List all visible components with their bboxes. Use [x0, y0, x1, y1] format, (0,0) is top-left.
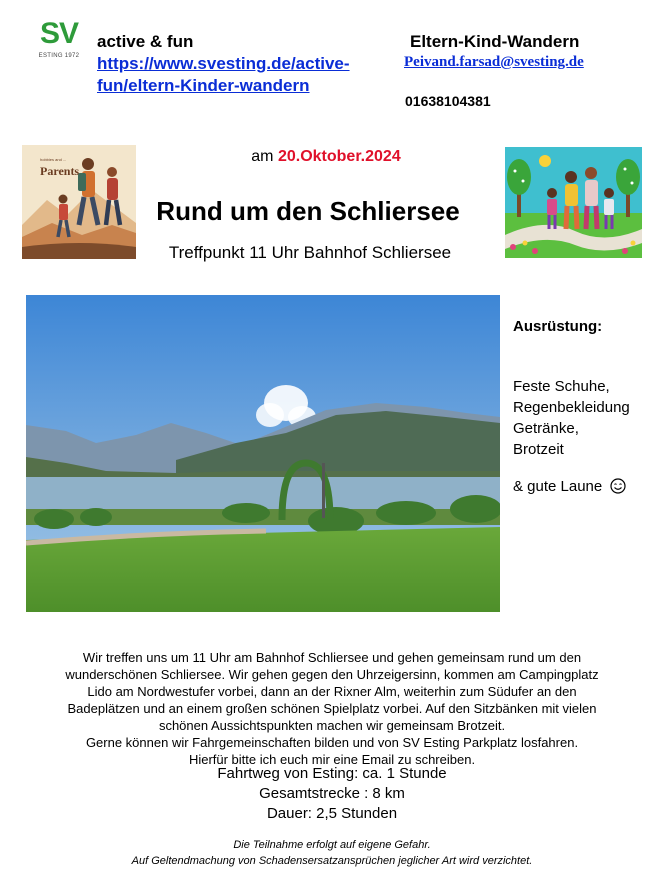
website-link-line1[interactable]: https://www.svesting.de/active-: [97, 54, 350, 73]
total-distance: Gesamtstrecke : 8 km: [259, 785, 405, 802]
duration: Dauer: 2,5 Stunden: [266, 805, 398, 822]
website-link-line2[interactable]: fun/eltern-Kinder-wandern: [97, 76, 310, 95]
equipment-item: Feste Schuhe,: [513, 378, 610, 395]
brand-name: active & fun: [97, 32, 194, 51]
equipment-item: Regenbekleidung: [513, 399, 630, 416]
schliersee-lake-photo: [26, 295, 500, 612]
description-line: wunderschönen Schliersee. Wir gehen gegen den Uhrzeigersinn, kommen am Campingplatz: [65, 667, 599, 682]
equipment-title: Ausrüstung:: [513, 318, 603, 335]
trip-facts: [0, 764, 664, 824]
event-type: Eltern-Kind-Wandern: [410, 32, 580, 51]
logo-text: SV: [39, 17, 79, 50]
smile-icon: [610, 478, 626, 494]
description-line: Badeplätzen und an einem großen schönen Spielplatz vorbei. Auf den Sitzbänken mit vielen: [67, 701, 597, 716]
travel-time: Fahrtweg von Esting: ca. 1 Stunde: [217, 765, 447, 782]
mood-line: [513, 478, 626, 495]
parents-label: Parents: [40, 164, 80, 178]
email-link[interactable]: Peivand.farsad@svesting.de: [404, 54, 584, 70]
equipment-item: Getränke,: [513, 420, 579, 437]
event-title: Rund um den Schliersee: [156, 196, 460, 226]
meeting-point: Treffpunkt 11 Uhr Bahnhof Schliersee: [168, 243, 452, 262]
equipment-item: Brotzeit: [513, 441, 564, 458]
equipment-list: [513, 376, 630, 460]
mood-text: & gute Laune: [513, 478, 603, 495]
date-prefix: am: [251, 148, 274, 165]
website-link[interactable]: [97, 53, 397, 97]
description-line: schönen Aussichtspunkten machen wir gemeinsam Brotzeit.: [158, 718, 506, 733]
description-line: Gerne können wir Fahrgemeinschaften bilden und von SV Esting Parkplatz losfahren.: [85, 735, 579, 750]
description-line: Wir treffen uns um 11 Uhr am Bahnhof Schliersee und gehen gemeinsam rund um den: [82, 650, 582, 665]
family-park-illustration: [505, 147, 642, 258]
description-line: Hierfür bitte ich euch mir eine Email zu schreiben.: [188, 752, 476, 767]
event-date: 20.Oktober.2024: [277, 148, 401, 165]
disclaimer-line1: Die Teilnahme erfolgt auf eigene Gefahr.: [233, 839, 431, 851]
parents-sublabel: hobbies and ...: [40, 157, 67, 162]
phone-number: 01638104381: [405, 93, 491, 109]
disclaimer-line2: Auf Geltendmachung von Schadensersatzansprüchen jeglicher Art wird verzichtet.: [131, 855, 533, 867]
logo-subtext: ESTING 1972: [38, 53, 80, 59]
sv-esting-logo: [34, 19, 84, 71]
disclaimer: [0, 837, 664, 869]
description-line: Lido am Nordwestufer vorbei, dann an der Rixner Alm, weiterhin zum Südufer an den: [87, 684, 577, 699]
event-description: [0, 649, 664, 768]
